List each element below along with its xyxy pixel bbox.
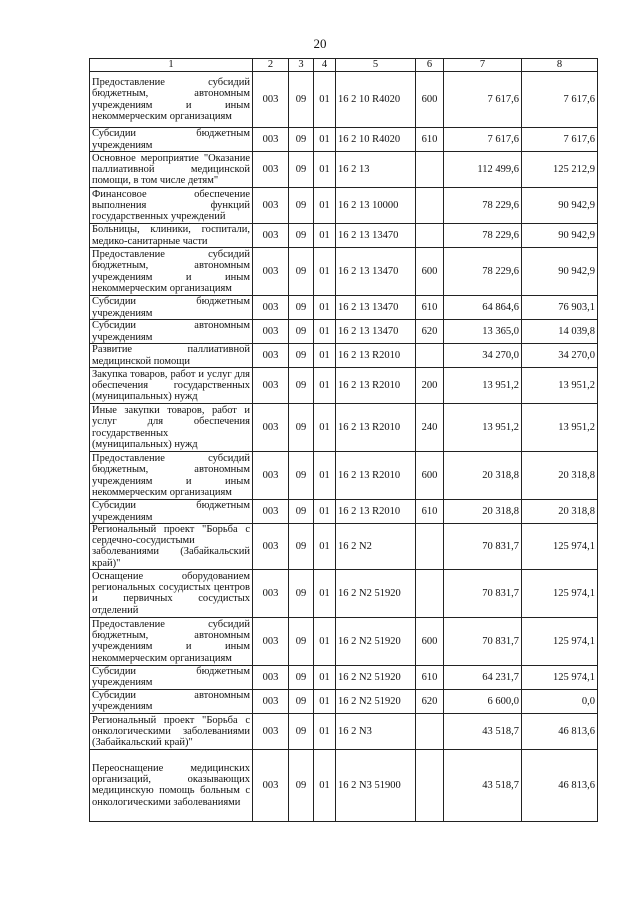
cell-ministry-code: 003 bbox=[253, 344, 289, 368]
cell-amount-year2: 13 951,2 bbox=[522, 404, 598, 452]
cell-subsection: 01 bbox=[314, 689, 336, 713]
cell-ministry-code: 003 bbox=[253, 452, 289, 500]
table-row bbox=[90, 665, 598, 689]
cell-amount-year1: 13 365,0 bbox=[444, 320, 522, 344]
row-name: Субсидии бюджетным учреждениям bbox=[90, 500, 253, 524]
cell-section: 09 bbox=[289, 188, 314, 224]
cell-subsection: 01 bbox=[314, 248, 336, 296]
row-name: Субсидии бюджетным учреждениям bbox=[90, 128, 253, 152]
cell-amount-year2: 125 974,1 bbox=[522, 524, 598, 570]
cell-ministry-code: 003 bbox=[253, 152, 289, 188]
cell-expense-type: 200 bbox=[416, 368, 444, 404]
header-cell: 7 bbox=[444, 59, 522, 72]
page-number: 20 bbox=[313, 36, 327, 51]
header-cell: 5 bbox=[336, 59, 416, 72]
cell-expense-type bbox=[416, 524, 444, 570]
table-row bbox=[90, 128, 598, 152]
cell-subsection: 01 bbox=[314, 128, 336, 152]
cell-amount-year2: 7 617,6 bbox=[522, 72, 598, 128]
cell-expense-type: 600 bbox=[416, 72, 444, 128]
cell-amount-year1: 64 864,6 bbox=[444, 296, 522, 320]
header-cell: 6 bbox=[416, 59, 444, 72]
row-name: Оснащение оборудованием региональных сосудистых центров и первичных сосудистых отделений bbox=[90, 569, 253, 617]
cell-section: 09 bbox=[289, 152, 314, 188]
cell-target-article: 16 2 N3 51900 bbox=[336, 749, 416, 821]
table-row bbox=[90, 344, 598, 368]
cell-expense-type bbox=[416, 713, 444, 749]
cell-amount-year1: 78 229,6 bbox=[444, 224, 522, 248]
row-name: Развитие паллиативной медицинской помощи bbox=[90, 344, 253, 368]
cell-amount-year2: 46 813,6 bbox=[522, 713, 598, 749]
cell-section: 09 bbox=[289, 689, 314, 713]
row-name: Субсидии автономным учреждениям bbox=[90, 320, 253, 344]
cell-subsection: 01 bbox=[314, 320, 336, 344]
cell-amount-year1: 13 951,2 bbox=[444, 368, 522, 404]
cell-section: 09 bbox=[289, 128, 314, 152]
table-row bbox=[90, 152, 598, 188]
cell-ministry-code: 003 bbox=[253, 248, 289, 296]
row-name: Предоставление субсидий бюджетным, автономным учреждениям и иным некоммерческим организациям bbox=[90, 617, 253, 665]
cell-subsection: 01 bbox=[314, 152, 336, 188]
cell-amount-year2: 46 813,6 bbox=[522, 749, 598, 821]
cell-amount-year2: 13 951,2 bbox=[522, 368, 598, 404]
cell-ministry-code: 003 bbox=[253, 404, 289, 452]
cell-amount-year2: 14 039,8 bbox=[522, 320, 598, 344]
cell-amount-year1: 6 600,0 bbox=[444, 689, 522, 713]
table-row bbox=[90, 569, 598, 617]
cell-amount-year1: 70 831,7 bbox=[444, 569, 522, 617]
cell-subsection: 01 bbox=[314, 569, 336, 617]
table-row bbox=[90, 404, 598, 452]
cell-ministry-code: 003 bbox=[253, 188, 289, 224]
cell-amount-year1: 20 318,8 bbox=[444, 500, 522, 524]
cell-amount-year1: 78 229,6 bbox=[444, 248, 522, 296]
cell-target-article: 16 2 N2 51920 bbox=[336, 617, 416, 665]
cell-ministry-code: 003 bbox=[253, 713, 289, 749]
row-name: Основное мероприятие "Оказание паллиативной медицинской помощи, в том числе детям" bbox=[90, 152, 253, 188]
header-cell: 1 bbox=[90, 59, 253, 72]
cell-amount-year1: 13 951,2 bbox=[444, 404, 522, 452]
cell-subsection: 01 bbox=[314, 188, 336, 224]
cell-subsection: 01 bbox=[314, 665, 336, 689]
cell-target-article: 16 2 N2 51920 bbox=[336, 569, 416, 617]
cell-subsection: 01 bbox=[314, 500, 336, 524]
cell-target-article: 16 2 13 R2010 bbox=[336, 344, 416, 368]
cell-amount-year2: 90 942,9 bbox=[522, 248, 598, 296]
cell-ministry-code: 003 bbox=[253, 368, 289, 404]
cell-expense-type: 610 bbox=[416, 296, 444, 320]
cell-target-article: 16 2 N3 bbox=[336, 713, 416, 749]
cell-expense-type: 600 bbox=[416, 452, 444, 500]
cell-section: 09 bbox=[289, 665, 314, 689]
cell-target-article: 16 2 13 13470 bbox=[336, 296, 416, 320]
cell-target-article: 16 2 13 13470 bbox=[336, 224, 416, 248]
row-name: Закупка товаров, работ и услуг для обеспечения государственных (муниципальных) нужд bbox=[90, 368, 253, 404]
cell-amount-year2: 90 942,9 bbox=[522, 224, 598, 248]
table-row bbox=[90, 689, 598, 713]
header-cell: 8 bbox=[522, 59, 598, 72]
cell-target-article: 16 2 13 R2010 bbox=[336, 452, 416, 500]
cell-section: 09 bbox=[289, 320, 314, 344]
cell-ministry-code: 003 bbox=[253, 500, 289, 524]
table-row bbox=[90, 524, 598, 570]
cell-amount-year2: 125 212,9 bbox=[522, 152, 598, 188]
table-row bbox=[90, 188, 598, 224]
cell-target-article: 16 2 N2 bbox=[336, 524, 416, 570]
cell-target-article: 16 2 13 R2010 bbox=[336, 368, 416, 404]
cell-amount-year2: 125 974,1 bbox=[522, 617, 598, 665]
cell-amount-year1: 7 617,6 bbox=[444, 72, 522, 128]
cell-expense-type bbox=[416, 749, 444, 821]
cell-target-article: 16 2 13 10000 bbox=[336, 188, 416, 224]
row-name: Предоставление субсидий бюджетным, автономным учреждениям и иным некоммерческим организациям bbox=[90, 452, 253, 500]
cell-section: 09 bbox=[289, 452, 314, 500]
cell-section: 09 bbox=[289, 569, 314, 617]
cell-target-article: 16 2 N2 51920 bbox=[336, 665, 416, 689]
cell-expense-type: 240 bbox=[416, 404, 444, 452]
table-row bbox=[90, 749, 598, 821]
header-cell: 2 bbox=[253, 59, 289, 72]
cell-target-article: 16 2 13 bbox=[336, 152, 416, 188]
row-name: Субсидии бюджетным учреждениям bbox=[90, 296, 253, 320]
cell-section: 09 bbox=[289, 72, 314, 128]
cell-section: 09 bbox=[289, 713, 314, 749]
cell-amount-year1: 43 518,7 bbox=[444, 713, 522, 749]
cell-section: 09 bbox=[289, 224, 314, 248]
cell-subsection: 01 bbox=[314, 404, 336, 452]
cell-target-article: 16 2 13 R2010 bbox=[336, 500, 416, 524]
cell-ministry-code: 003 bbox=[253, 749, 289, 821]
cell-subsection: 01 bbox=[314, 344, 336, 368]
cell-ministry-code: 003 bbox=[253, 524, 289, 570]
cell-subsection: 01 bbox=[314, 452, 336, 500]
cell-ministry-code: 003 bbox=[253, 128, 289, 152]
cell-amount-year1: 70 831,7 bbox=[444, 524, 522, 570]
cell-expense-type: 610 bbox=[416, 128, 444, 152]
cell-subsection: 01 bbox=[314, 224, 336, 248]
cell-section: 09 bbox=[289, 524, 314, 570]
cell-expense-type: 620 bbox=[416, 320, 444, 344]
cell-amount-year2: 34 270,0 bbox=[522, 344, 598, 368]
cell-expense-type bbox=[416, 188, 444, 224]
table-row bbox=[90, 248, 598, 296]
cell-amount-year2: 125 974,1 bbox=[522, 569, 598, 617]
cell-amount-year1: 43 518,7 bbox=[444, 749, 522, 821]
cell-expense-type: 600 bbox=[416, 617, 444, 665]
row-name: Предоставление субсидий бюджетным, автономным учреждениям и иным некоммерческим организациям bbox=[90, 72, 253, 128]
cell-ministry-code: 003 bbox=[253, 320, 289, 344]
cell-amount-year1: 20 318,8 bbox=[444, 452, 522, 500]
cell-amount-year2: 0,0 bbox=[522, 689, 598, 713]
row-name: Субсидии бюджетным учреждениям bbox=[90, 665, 253, 689]
cell-expense-type: 620 bbox=[416, 689, 444, 713]
table-row bbox=[90, 500, 598, 524]
cell-target-article: 16 2 13 13470 bbox=[336, 320, 416, 344]
cell-amount-year2: 20 318,8 bbox=[522, 452, 598, 500]
row-name: Предоставление субсидий бюджетным, автономным учреждениям и иным некоммерческим организациям bbox=[90, 248, 253, 296]
cell-subsection: 01 bbox=[314, 713, 336, 749]
cell-subsection: 01 bbox=[314, 617, 336, 665]
cell-amount-year2: 7 617,6 bbox=[522, 128, 598, 152]
cell-target-article: 16 2 13 13470 bbox=[336, 248, 416, 296]
row-name: Региональный проект "Борьба с сердечно-сосудистыми заболеваниями (Забайкальский край)" bbox=[90, 524, 253, 570]
header-row bbox=[90, 59, 598, 72]
table-row bbox=[90, 617, 598, 665]
cell-amount-year2: 76 903,1 bbox=[522, 296, 598, 320]
cell-section: 09 bbox=[289, 749, 314, 821]
cell-amount-year1: 34 270,0 bbox=[444, 344, 522, 368]
table-row bbox=[90, 72, 598, 128]
cell-amount-year1: 70 831,7 bbox=[444, 617, 522, 665]
cell-ministry-code: 003 bbox=[253, 689, 289, 713]
cell-subsection: 01 bbox=[314, 72, 336, 128]
cell-ministry-code: 003 bbox=[253, 665, 289, 689]
header-cell: 4 bbox=[314, 59, 336, 72]
cell-section: 09 bbox=[289, 404, 314, 452]
cell-amount-year1: 7 617,6 bbox=[444, 128, 522, 152]
cell-target-article: 16 2 N2 51920 bbox=[336, 689, 416, 713]
table-row bbox=[90, 452, 598, 500]
cell-target-article: 16 2 10 R4020 bbox=[336, 128, 416, 152]
cell-section: 09 bbox=[289, 368, 314, 404]
row-name: Финансовое обеспечение выполнения функций государственных учреждений bbox=[90, 188, 253, 224]
cell-section: 09 bbox=[289, 248, 314, 296]
cell-expense-type bbox=[416, 224, 444, 248]
table-row bbox=[90, 296, 598, 320]
row-name: Больницы, клиники, госпитали, медико-санитарные части bbox=[90, 224, 253, 248]
table-row bbox=[90, 320, 598, 344]
row-name: Переоснащение медицинских организаций, оказывающих медицинскую помощь больным с онкологическими заболеваниями bbox=[90, 749, 253, 821]
cell-expense-type: 610 bbox=[416, 500, 444, 524]
cell-subsection: 01 bbox=[314, 749, 336, 821]
table-row bbox=[90, 713, 598, 749]
cell-ministry-code: 003 bbox=[253, 72, 289, 128]
header-cell: 3 bbox=[289, 59, 314, 72]
cell-section: 09 bbox=[289, 617, 314, 665]
cell-section: 09 bbox=[289, 344, 314, 368]
cell-subsection: 01 bbox=[314, 296, 336, 320]
cell-section: 09 bbox=[289, 296, 314, 320]
cell-amount-year1: 112 499,6 bbox=[444, 152, 522, 188]
budget-table bbox=[89, 58, 598, 822]
cell-subsection: 01 bbox=[314, 368, 336, 404]
cell-expense-type: 610 bbox=[416, 665, 444, 689]
cell-amount-year1: 64 231,7 bbox=[444, 665, 522, 689]
cell-target-article: 16 2 13 R2010 bbox=[336, 404, 416, 452]
cell-expense-type bbox=[416, 344, 444, 368]
cell-ministry-code: 003 bbox=[253, 296, 289, 320]
row-name: Региональный проект "Борьба с онкологическими заболеваниями (Забайкальский край)" bbox=[90, 713, 253, 749]
cell-ministry-code: 003 bbox=[253, 569, 289, 617]
cell-amount-year1: 78 229,6 bbox=[444, 188, 522, 224]
cell-expense-type bbox=[416, 152, 444, 188]
cell-section: 09 bbox=[289, 500, 314, 524]
cell-amount-year2: 20 318,8 bbox=[522, 500, 598, 524]
cell-expense-type bbox=[416, 569, 444, 617]
row-name: Иные закупки товаров, работ и услуг для обеспечения государственных (муниципальных) нужд bbox=[90, 404, 253, 452]
table-row bbox=[90, 224, 598, 248]
row-name: Субсидии автономным учреждениям bbox=[90, 689, 253, 713]
cell-amount-year2: 125 974,1 bbox=[522, 665, 598, 689]
cell-ministry-code: 003 bbox=[253, 617, 289, 665]
cell-amount-year2: 90 942,9 bbox=[522, 188, 598, 224]
cell-subsection: 01 bbox=[314, 524, 336, 570]
table-row bbox=[90, 368, 598, 404]
cell-target-article: 16 2 10 R4020 bbox=[336, 72, 416, 128]
cell-expense-type: 600 bbox=[416, 248, 444, 296]
cell-ministry-code: 003 bbox=[253, 224, 289, 248]
